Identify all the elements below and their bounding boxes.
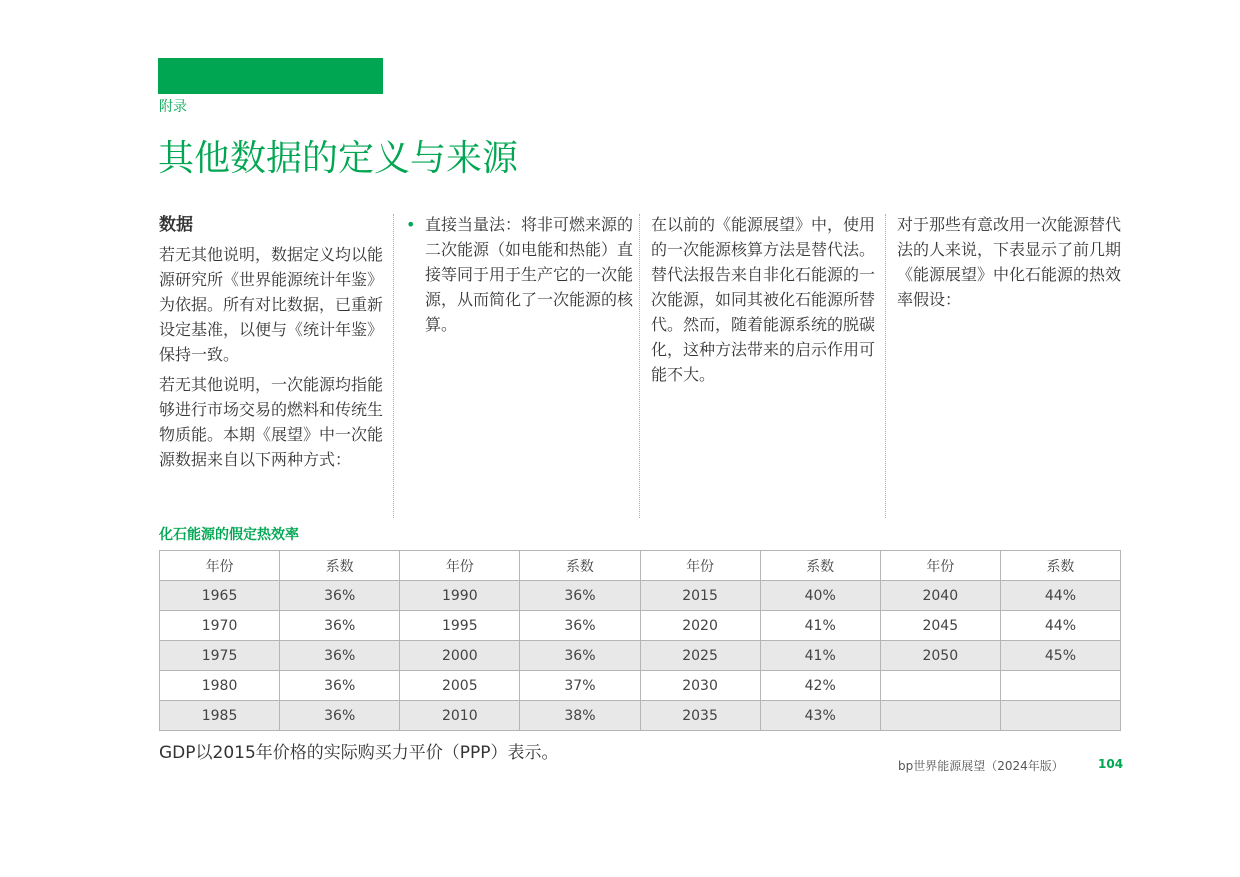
cell-coefficient: 44% <box>1000 611 1120 641</box>
cell-year: 1995 <box>400 611 520 641</box>
cell-coefficient: 41% <box>760 641 880 671</box>
bullet-icon: • <box>406 215 416 234</box>
header-coefficient: 系数 <box>1000 551 1120 581</box>
cell-coefficient: 45% <box>1000 641 1120 671</box>
cell-year: 1975 <box>160 641 280 671</box>
header-year: 年份 <box>880 551 1000 581</box>
cell-coefficient: 36% <box>280 701 400 731</box>
table-title: 化石能源的假定热效率 <box>159 527 299 543</box>
header-year: 年份 <box>640 551 760 581</box>
table-row <box>160 611 1121 641</box>
cell-year: 2005 <box>400 671 520 701</box>
cell-coefficient: 36% <box>280 641 400 671</box>
bullet-item <box>406 212 634 337</box>
cell-coefficient: 36% <box>280 671 400 701</box>
cell-coefficient: 41% <box>760 611 880 641</box>
cell-year: 2030 <box>640 671 760 701</box>
cell-year: 2025 <box>640 641 760 671</box>
cell-coefficient: 40% <box>760 581 880 611</box>
paragraph-table-intro: 对于那些有意改用一次能源替代法的人来说，下表显示了前几期《能源展望》中化石能源的热效率假设： <box>897 215 1122 309</box>
footer-publication: bp世界能源展望（2024年版） <box>898 759 1064 773</box>
table-row <box>160 641 1121 671</box>
table-row <box>160 701 1121 731</box>
cell-coefficient: 44% <box>1000 581 1120 611</box>
column-divider <box>885 214 886 518</box>
cell-year: 2010 <box>400 701 520 731</box>
text-column-1 <box>159 212 385 472</box>
cell-coefficient: 36% <box>520 611 640 641</box>
cell-coefficient: 38% <box>520 701 640 731</box>
cell-coefficient <box>1000 671 1120 701</box>
header-year: 年份 <box>400 551 520 581</box>
cell-year: 2035 <box>640 701 760 731</box>
header-coefficient: 系数 <box>280 551 400 581</box>
cell-year <box>880 701 1000 731</box>
header-coefficient: 系数 <box>520 551 640 581</box>
table-row <box>160 671 1121 701</box>
text-column-3 <box>651 212 879 387</box>
paragraph-data-definition: 若无其他说明，数据定义均以能源研究所《世界能源统计年鉴》为依据。所有对比数据，已重新设定基准，以便与《统计年鉴》保持一致。 <box>159 245 384 364</box>
table-header-row <box>160 551 1121 581</box>
page-title: 其他数据的定义与来源 <box>158 138 519 179</box>
column-divider <box>393 214 394 518</box>
text-column-4 <box>897 212 1125 312</box>
cell-year: 1965 <box>160 581 280 611</box>
cell-coefficient: 36% <box>280 581 400 611</box>
cell-year: 1990 <box>400 581 520 611</box>
paragraph-substitution-method: 在以前的《能源展望》中，使用的一次能源核算方法是替代法。替代法报告来自非化石能源的一次能源，如同其被化石能源所替代。然而，随着能源系统的脱碳化，这种方法带来的启示作用可能不大。 <box>651 215 876 384</box>
cell-year: 2040 <box>880 581 1000 611</box>
cell-year: 2000 <box>400 641 520 671</box>
header-year: 年份 <box>160 551 280 581</box>
header-coefficient: 系数 <box>760 551 880 581</box>
section-label: 附录 <box>159 99 187 115</box>
cell-year: 2015 <box>640 581 760 611</box>
cell-coefficient: 36% <box>280 611 400 641</box>
cell-year: 2020 <box>640 611 760 641</box>
cell-year: 1970 <box>160 611 280 641</box>
cell-coefficient: 36% <box>520 581 640 611</box>
column-divider <box>639 214 640 518</box>
cell-year <box>880 671 1000 701</box>
cell-coefficient: 43% <box>760 701 880 731</box>
paragraph-primary-energy: 若无其他说明，一次能源均指能够进行市场交易的燃料和传统生物质能。本期《展望》中一次能源数据来自以下两种方式： <box>159 375 384 469</box>
cell-coefficient <box>1000 701 1120 731</box>
cell-year: 1980 <box>160 671 280 701</box>
footnote-gdp-ppp: GDP以2015年价格的实际购买力平价（PPP）表示。 <box>159 743 559 763</box>
thermal-efficiency-table <box>159 550 1121 731</box>
page-number: 104 <box>1098 757 1124 771</box>
cell-coefficient: 42% <box>760 671 880 701</box>
cell-coefficient: 36% <box>520 641 640 671</box>
cell-coefficient: 37% <box>520 671 640 701</box>
cell-year: 2045 <box>880 611 1000 641</box>
table-row <box>160 581 1121 611</box>
cell-year: 2050 <box>880 641 1000 671</box>
header-accent-bar <box>158 58 383 94</box>
text-column-2 <box>406 212 634 337</box>
data-heading: 数据 <box>159 215 193 235</box>
cell-year: 1985 <box>160 701 280 731</box>
bullet-text-direct-equivalent: 直接当量法：将非可燃来源的二次能源（如电能和热能）直接等同于用于生产它的一次能源，从而简化了一次能源的核算。 <box>425 215 634 334</box>
